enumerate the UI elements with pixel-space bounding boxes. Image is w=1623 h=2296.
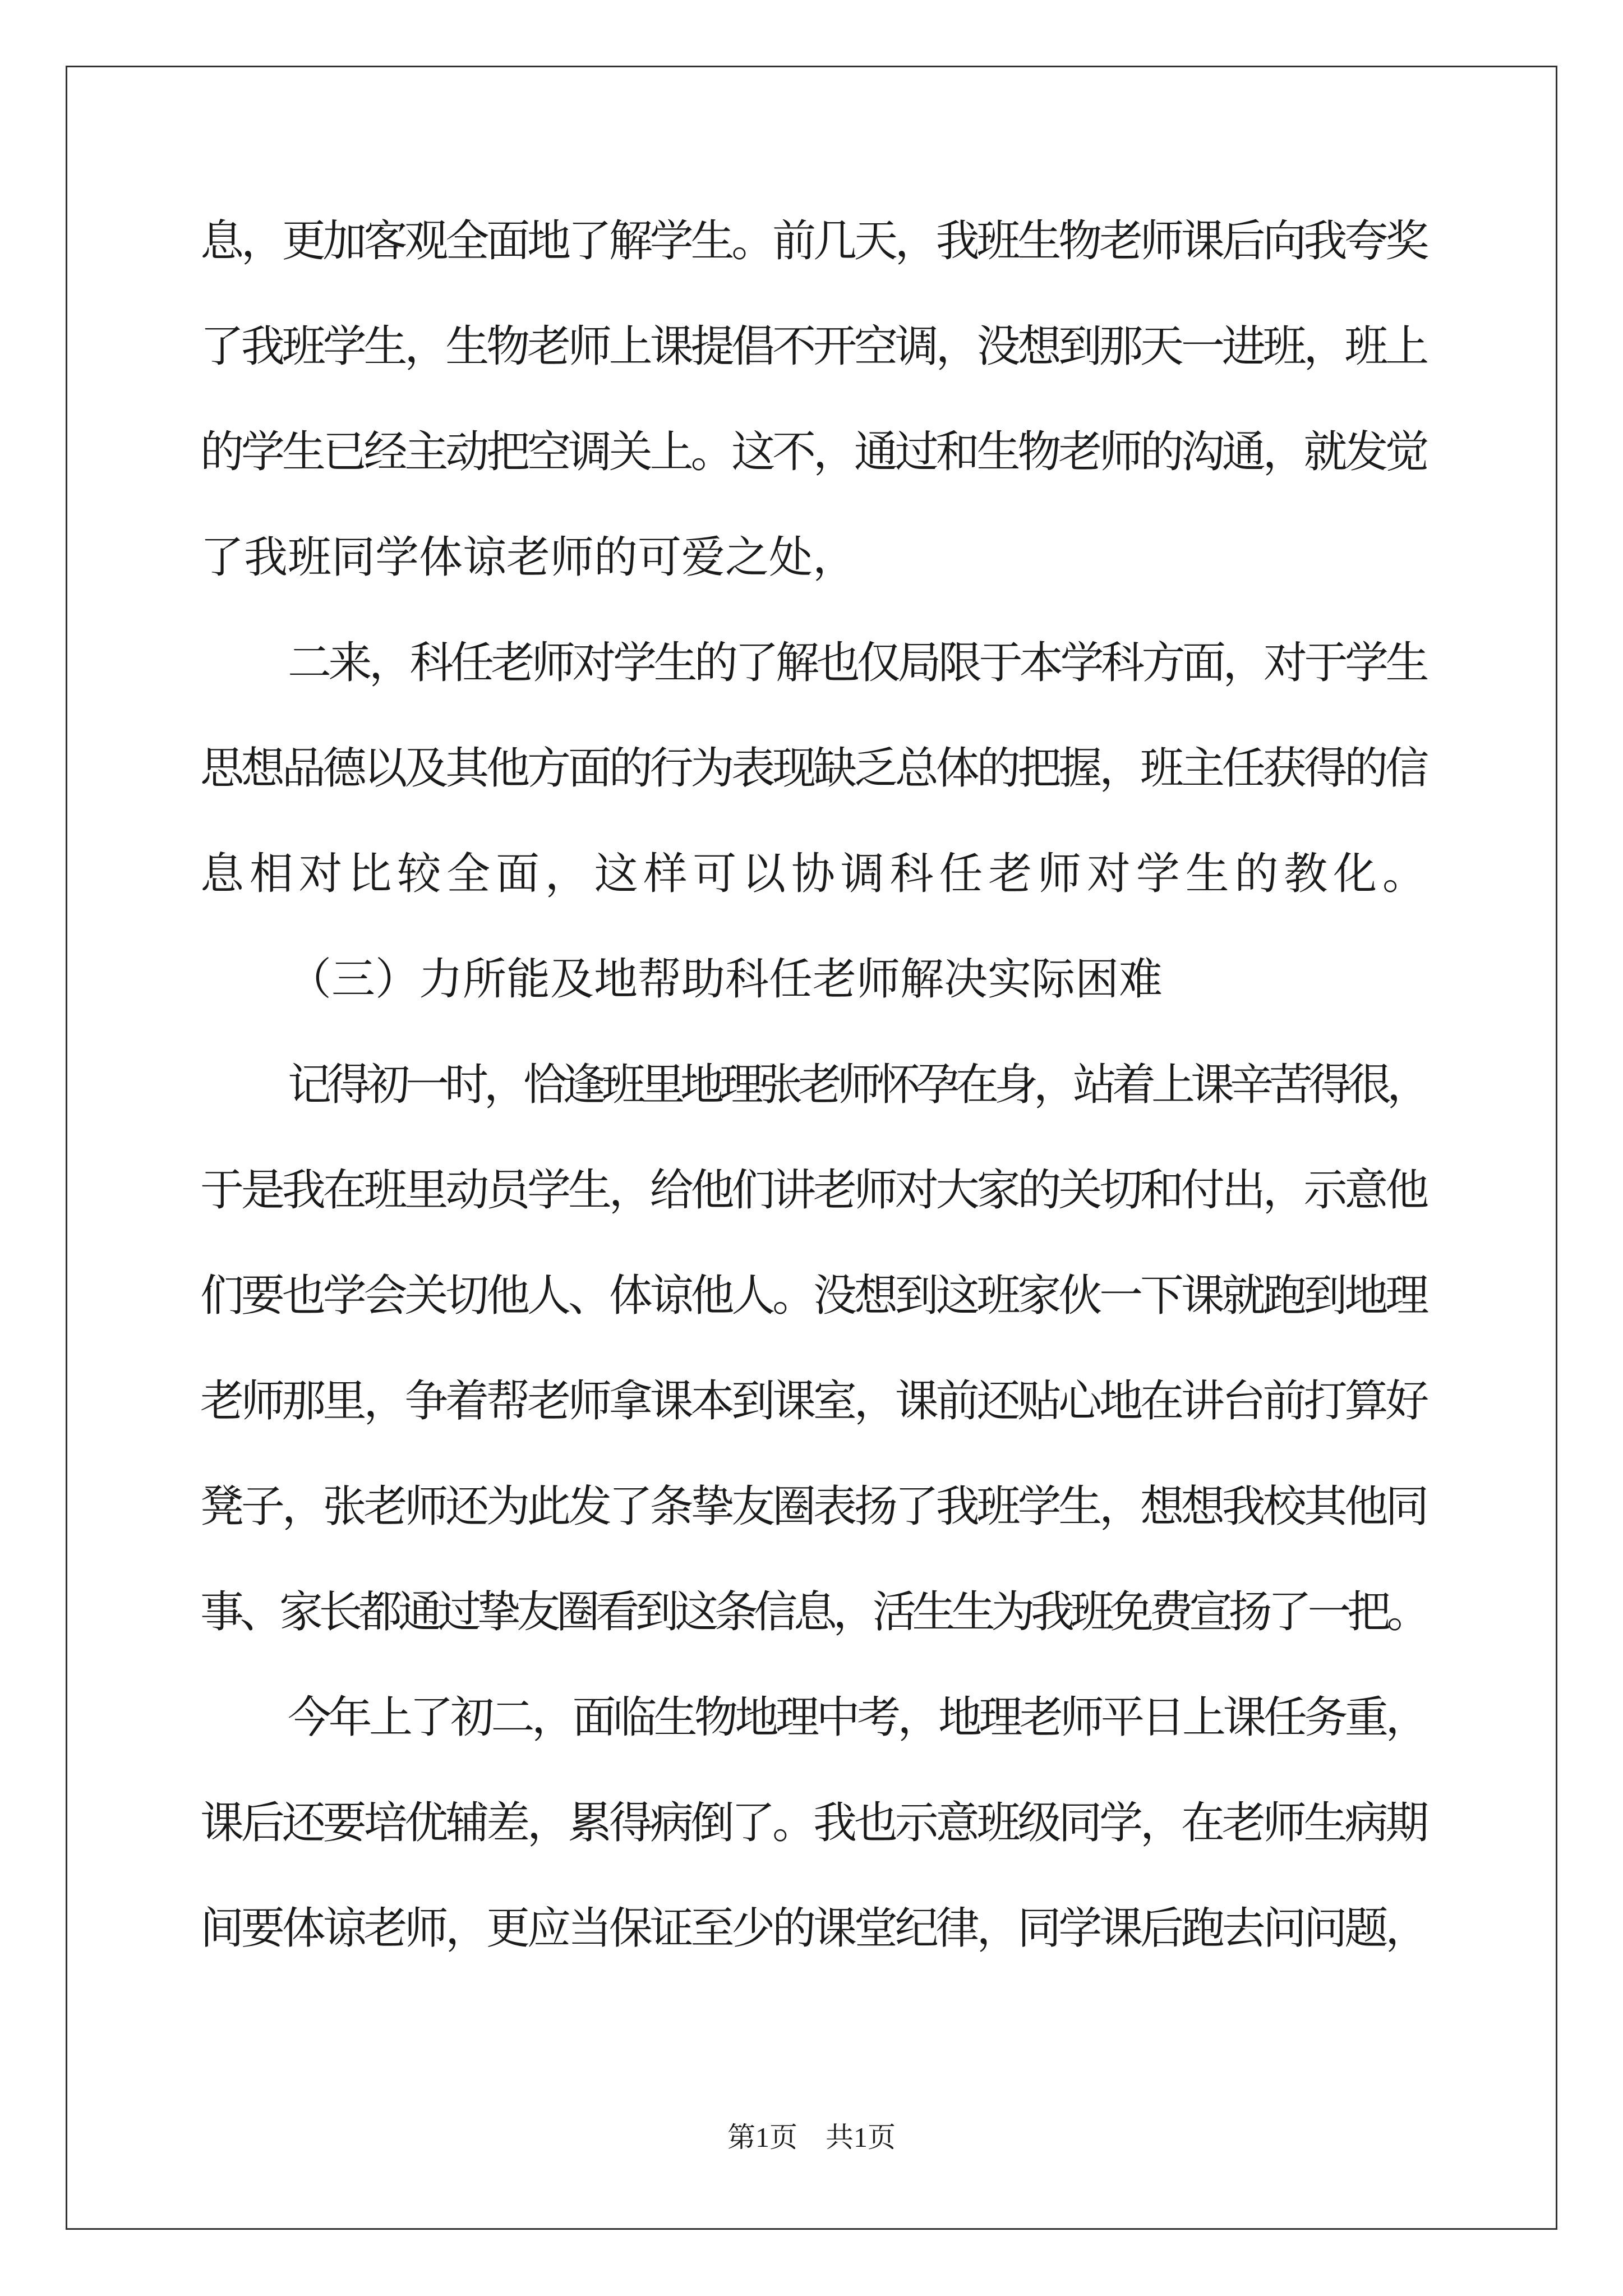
text-line: 的学生已经主动把空调关上。这不，通过和生物老师的沟通，就发觉: [200, 427, 1427, 477]
text-line: 凳子，张老师还为此发了条挚友圈表扬了我班学生，想想我校其他同: [200, 1481, 1427, 1532]
text-line: 思想品德以及其他方面的行为表现缺乏总体的把握，班主任获得的信: [200, 743, 1427, 794]
text-line: 记得初一时，恰逢班里地理张老师怀孕在身，站着上课辛苦得很，: [288, 1060, 1427, 1110]
text-line: 息，更加客观全面地了解学生。前几天，我班生物老师课后向我夸奖: [200, 216, 1427, 266]
text-line: 于是我在班里动员学生，给他们讲老师对大家的关切和付出，示意他: [200, 1165, 1427, 1216]
text-line: 了我班学生，生物老师上课提倡不开空调，没想到那天一进班，班上: [200, 321, 1427, 372]
text-line: 老师那里，争着帮老师拿课本到课室，课前还贴心地在讲台前打算好: [200, 1376, 1427, 1427]
text-line: （三）力所能及地帮助科任老师解决实际困难: [288, 954, 1163, 1005]
text-line: 课后还要培优辅差，累得病倒了。我也示意班级同学，在老师生病期: [200, 1798, 1427, 1848]
text-line: 事、家长都通过挚友圈看到这条信息，活生生为我班免费宣扬了一把。: [200, 1587, 1427, 1637]
text-line: 们要也学会关切他人、体谅他人。没想到这班家伙一下课就跑到地理: [200, 1271, 1427, 1321]
document-body: [200, 213, 1432, 2006]
text-line: 二来，科任老师对学生的了解也仅局限于本学科方面，对于学生: [288, 638, 1427, 688]
page-number: 第1页: [727, 2122, 797, 2153]
text-line: 今年上了初二，面临生物地理中考，地理老师平日上课任务重，: [288, 1692, 1427, 1743]
text-line: 息相对比较全面，这样可以协调科任老师对学生的教化。: [200, 849, 1432, 899]
text-line: 了我班同学体谅老师的可爱之处，: [200, 532, 857, 583]
page-footer: [0, 2120, 1623, 2154]
text-line: 间要体谅老师，更应当保证至少的课堂纪律，同学课后跑去问问题，: [200, 1903, 1427, 1954]
page-total: 共1页: [826, 2122, 896, 2153]
